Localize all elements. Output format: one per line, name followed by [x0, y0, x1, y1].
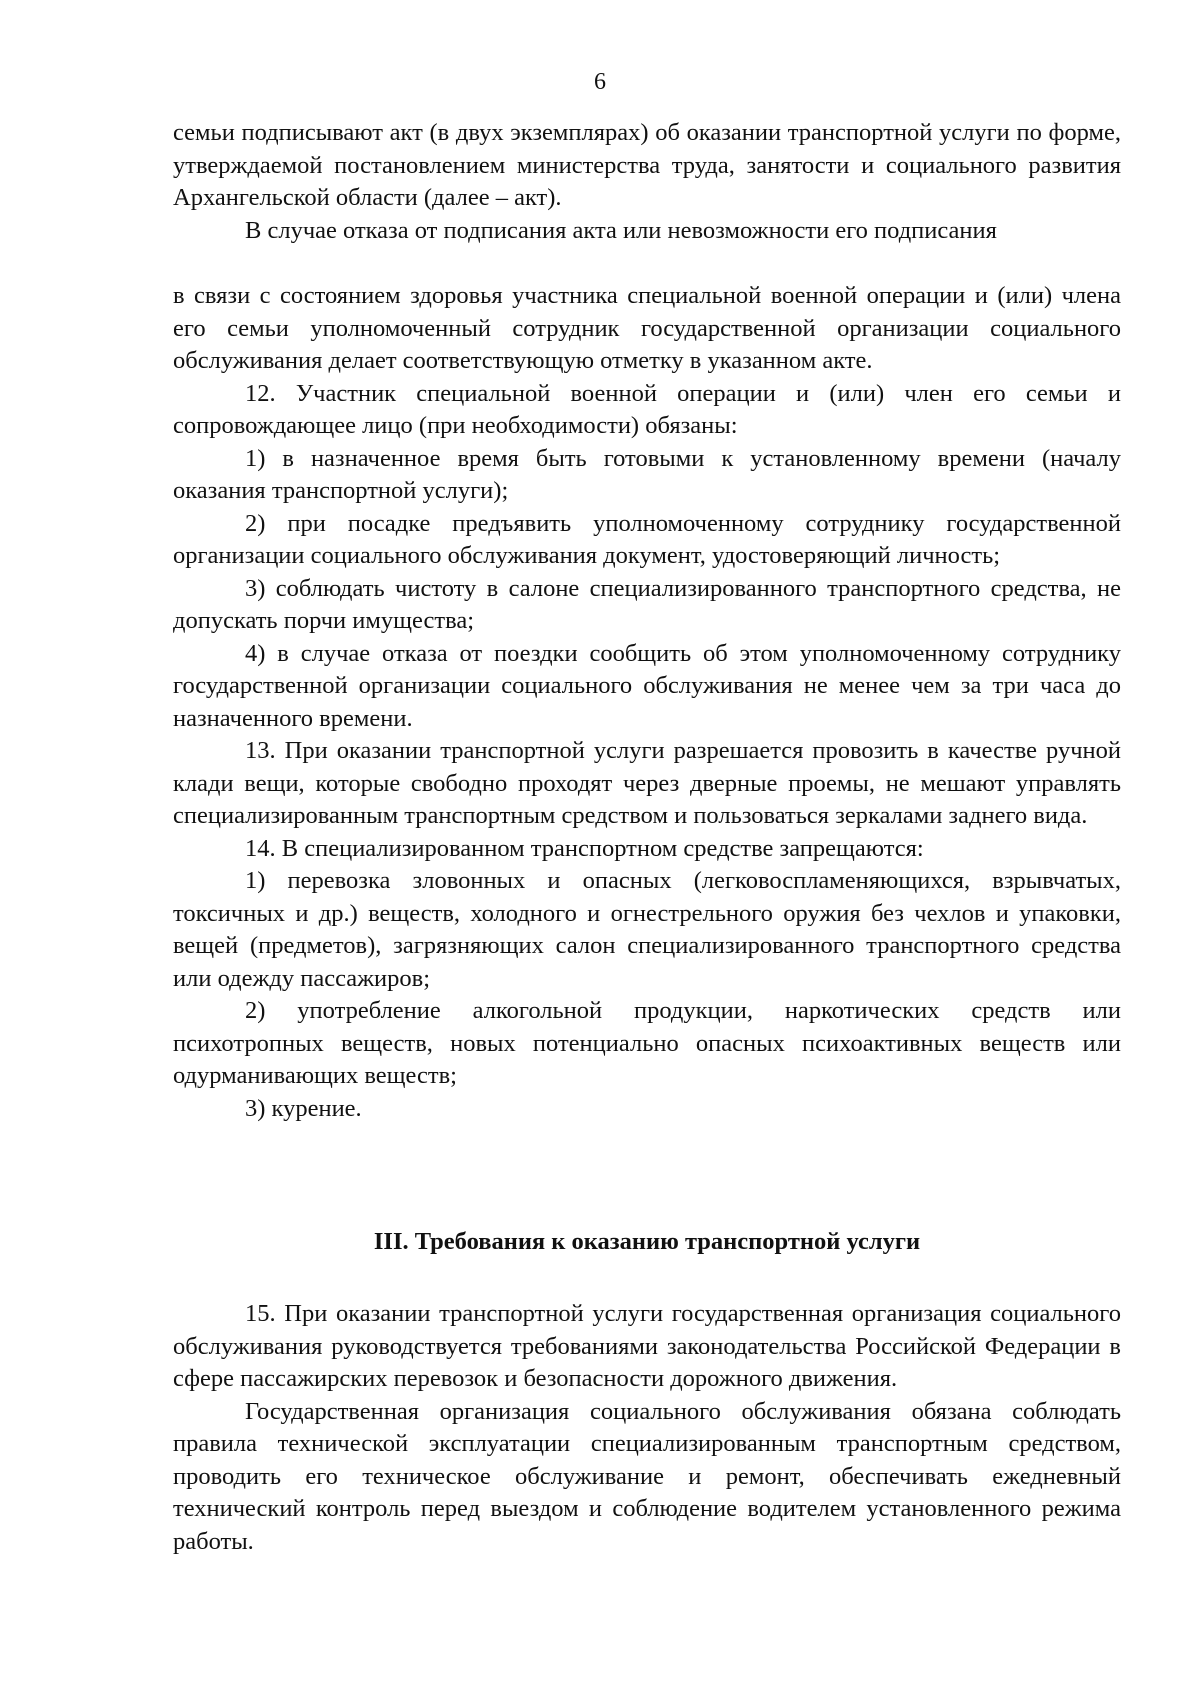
list-item: 1) в назначенное время быть готовыми к установленному времени (началу оказания транспортной услуги); — [173, 444, 1121, 504]
paragraph: 12. Участник специальной военной операции и (или) член его семьи и сопровождающее лицо (при необходимости) обязаны: — [173, 379, 1121, 439]
paragraph: 13. При оказании транспортной услуги разрешается провозить в качестве ручной клади вещи, которые свободно проходят через дверные проемы, не мешают управлять специализированным транспортным средством и пользоваться зеркалами заднего вида. — [173, 737, 1121, 829]
paragraph: В случае отказа от подписания акта или невозможности его подписания — [245, 216, 997, 244]
text-block-top — [173, 117, 1121, 247]
page-number: 6 — [594, 69, 606, 95]
section-heading: III. Требования к оказанию транспортной услуги — [373, 1228, 921, 1255]
text-block-section-3 — [173, 1298, 1121, 1558]
list-item: 1) перевозка зловонных и опасных (легковоспламеняющихся, взрывчатых, токсичных и др.) веществ, холодного и огнестрельного оружия без чехлов и упаковки, вещей (предметов), загрязняющих салон специализированного транспортного средства или одежду пассажиров; — [173, 867, 1121, 992]
list-item: 3) курение. — [245, 1094, 362, 1122]
paragraph: 14. В специализированном транспортном средстве запрещаются: — [245, 834, 924, 862]
text-block-main — [173, 280, 1121, 1125]
list-item: 2) употребление алкогольной продукции, наркотических средств или психотропных веществ, новых потенциально опасных психоактивных веществ или одурманивающих веществ; — [173, 997, 1121, 1089]
paragraph: 15. При оказании транспортной услуги государственная организация социального обслуживания руководствуется требованиями законодательства Российской Федерации в сфере пассажирских перевозок и безопасности дорожного движения. — [173, 1300, 1121, 1392]
list-item: 2) при посадке предъявить уполномоченному сотруднику государственной организации социального обслуживания документ, удостоверяющий личность; — [173, 509, 1121, 569]
paragraph: Государственная организация социального обслуживания обязана соблюдать правила технической эксплуатации специализированным транспортным средством, проводить его техническое обслуживание и ремонт, обеспечивать ежедневный технический контроль перед выездом и соблюдение водителем установленного режима работы. — [173, 1397, 1121, 1555]
paragraph: в связи с состоянием здоровья участника специальной военной операции и (или) члена его семьи уполномоченный сотрудник государственной организации социального обслуживания делает соответствующую отметку в указанном акте. — [173, 282, 1121, 374]
paragraph: семьи подписывают акт (в двух экземплярах) об оказании транспортной услуги по форме, утверждаемой постановлением министерства труда, занятости и социального развития Архангельской области (далее – акт). — [173, 119, 1121, 211]
list-item: 4) в случае отказа от поездки сообщить об этом уполномоченному сотруднику государственной организации социального обслуживания не менее чем за три часа до назначенного времени. — [173, 639, 1121, 732]
list-item: 3) соблюдать чистоту в салоне специализированного транспортного средства, не допускать порчи имущества; — [173, 574, 1121, 634]
